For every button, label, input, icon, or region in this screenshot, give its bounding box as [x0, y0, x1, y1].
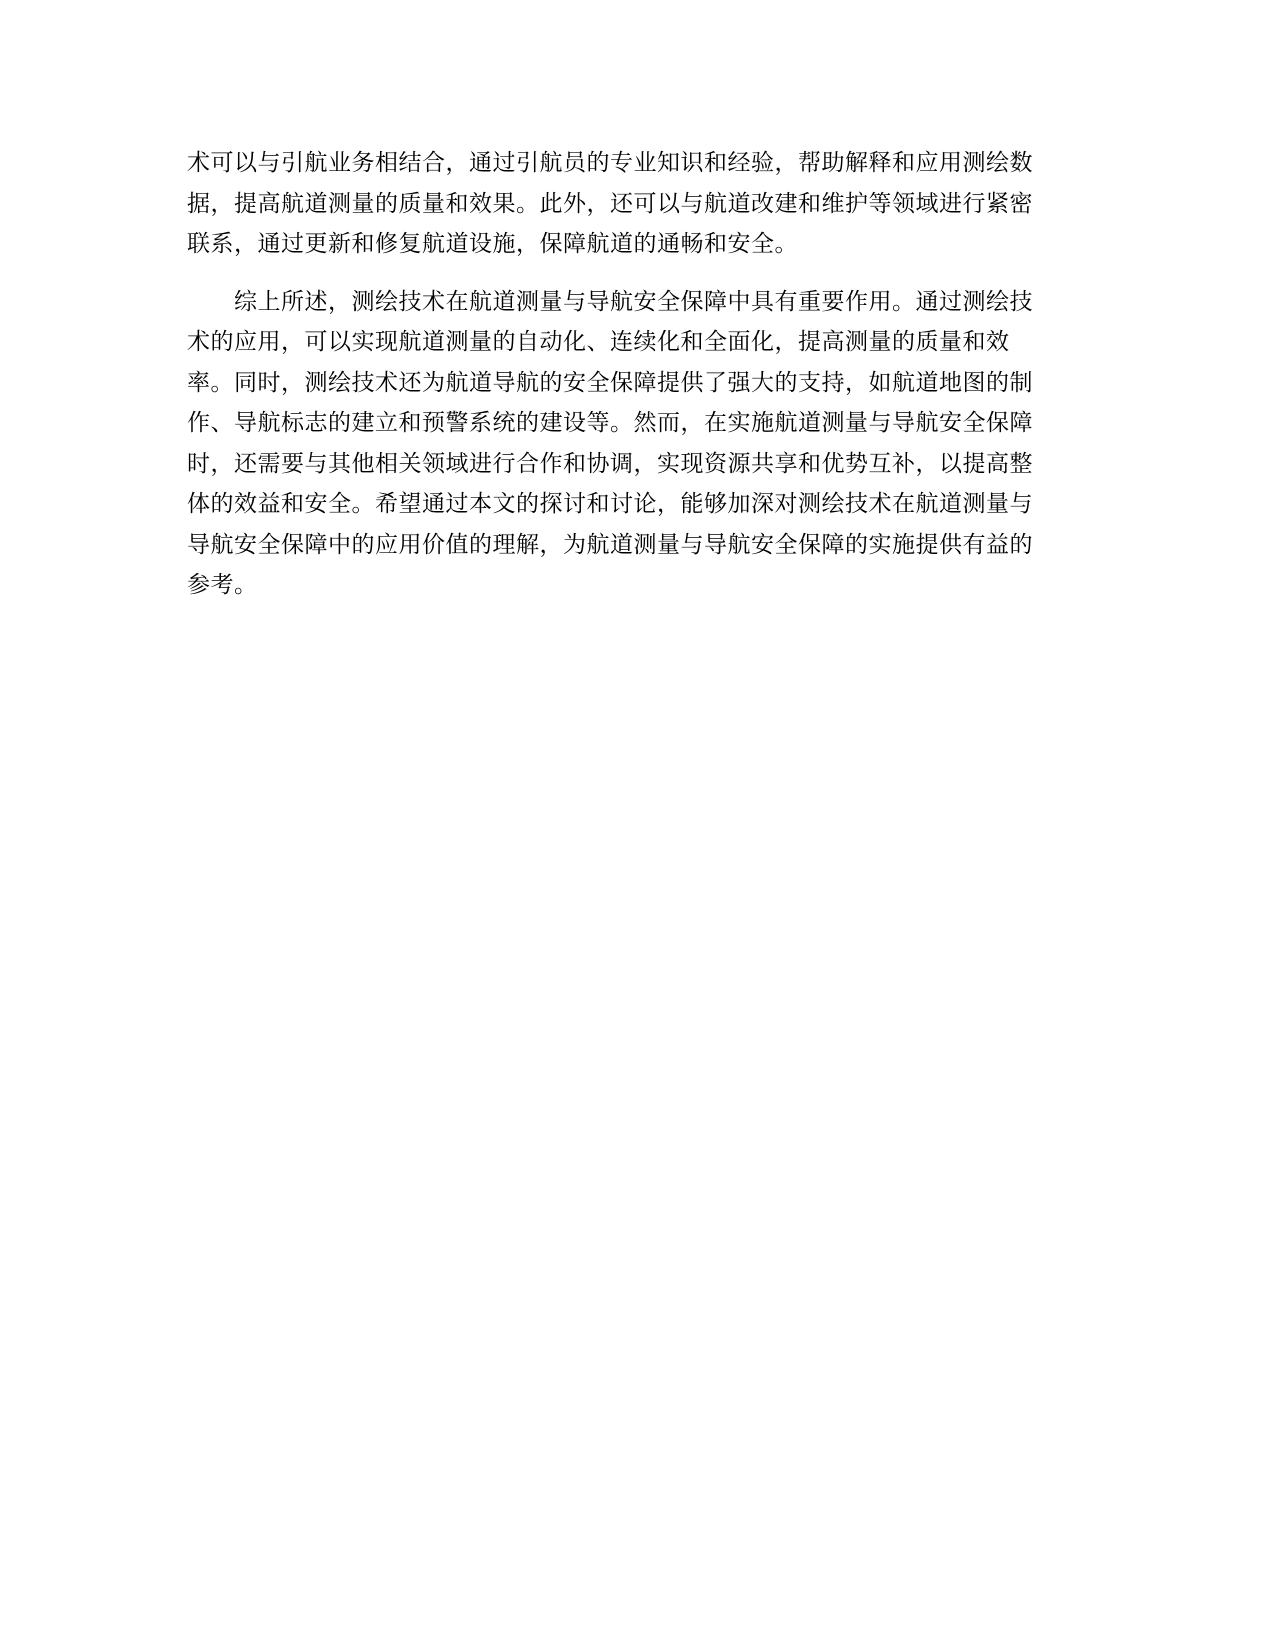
text-line: 体的效益和安全。希望通过本文的探讨和讨论，能够加深对测绘技术在航道测量与 [187, 491, 1033, 517]
text-line: 导航安全保障中的应用价值的理解，为航道测量与导航安全保障的实施提供有益的 [187, 531, 1033, 558]
paragraph-continuation [187, 143, 1087, 265]
paragraph-spacing [187, 265, 1087, 282]
paragraph-conclusion [187, 282, 1087, 606]
text-line: 参考。 [187, 572, 258, 598]
text-line: 作、导航标志的建立和预警系统的建设等。然而，在实施航道测量与导航安全保障 [187, 410, 1033, 436]
document-body [187, 143, 1087, 606]
text-line: 术的应用，可以实现航道测量的自动化、连续化和全面化，提高测量的质量和效 [187, 329, 1010, 355]
text-line: 联系，通过更新和修复航道设施，保障航道的通畅和安全。 [187, 231, 798, 257]
text-line: 据，提高航道测量的质量和效果。此外，还可以与航道改建和维护等领域进行紧密 [187, 190, 1033, 217]
text-line: 时，还需要与其他相关领域进行合作和协调，实现资源共享和优势互补，以提高整 [187, 450, 1033, 477]
text-line: 率。同时，测绘技术还为航道导航的安全保障提供了强大的支持，如航道地图的制 [187, 369, 1033, 396]
text-line: 术可以与引航业务相结合，通过引航员的专业知识和经验，帮助解释和应用测绘数 [187, 150, 1033, 176]
text-line-first: 综上所述，测绘技术在航道测量与导航安全保障中具有重要作用。通过测绘技 [234, 288, 1033, 315]
